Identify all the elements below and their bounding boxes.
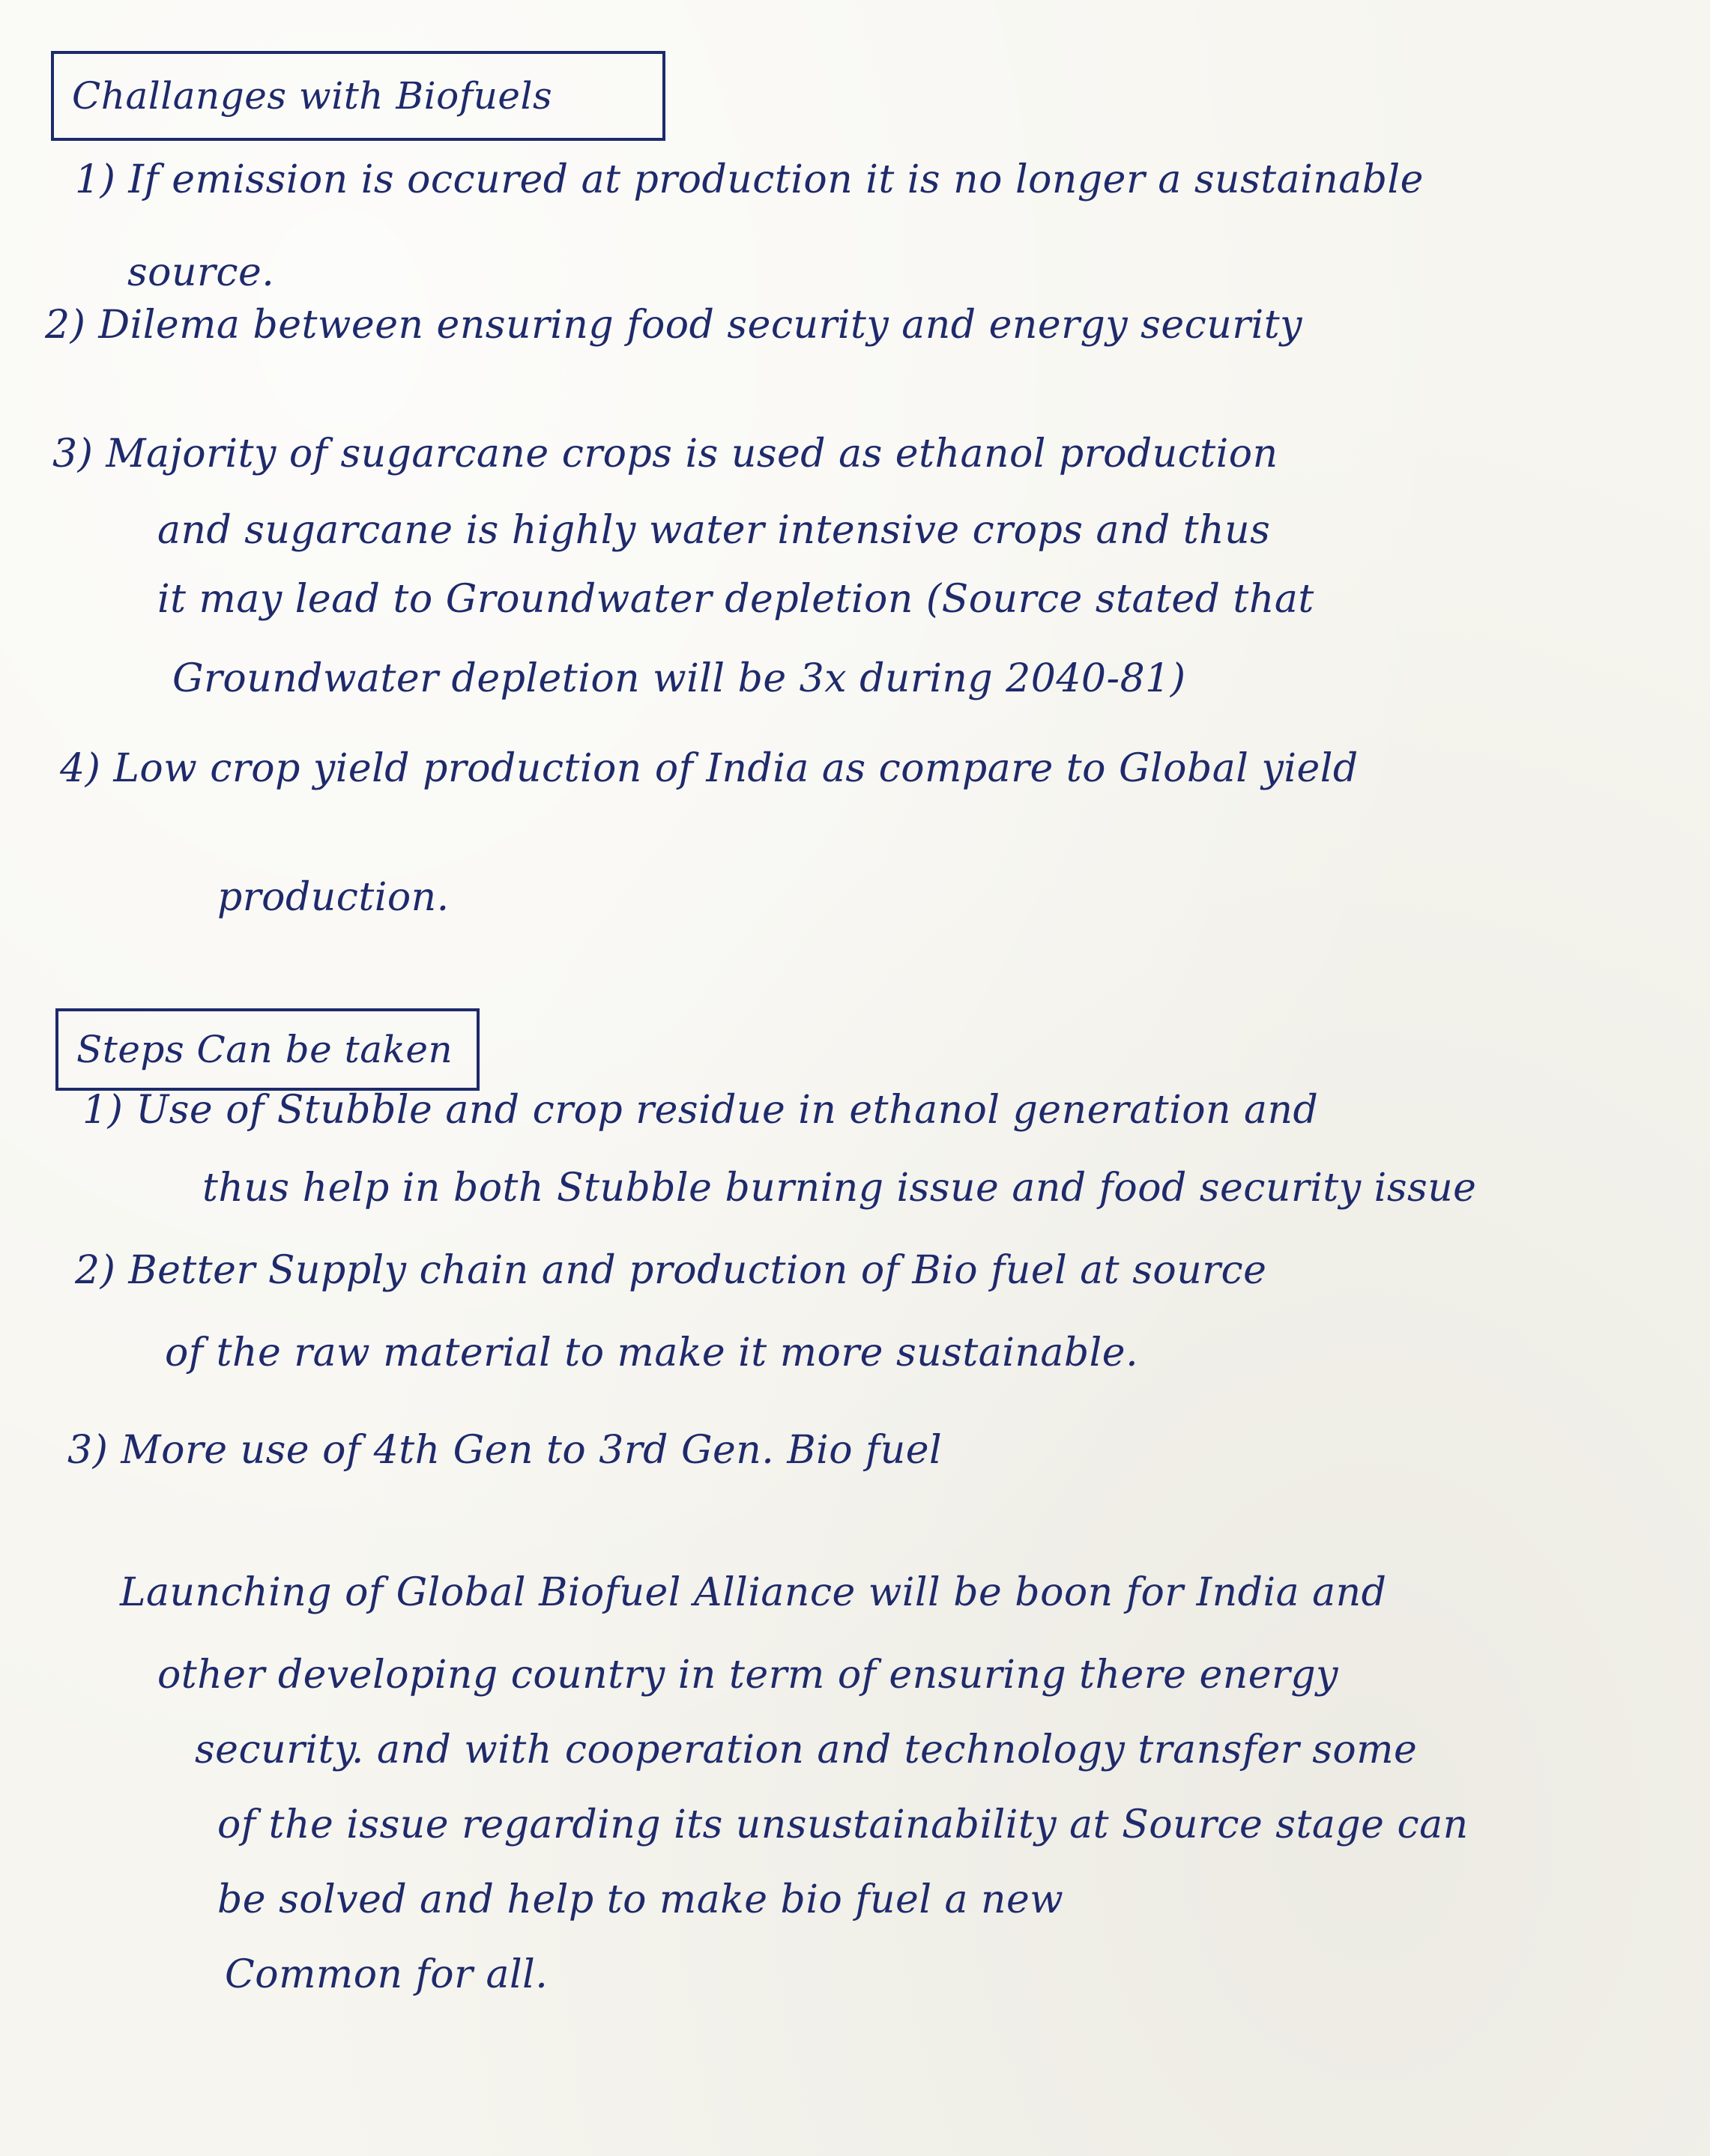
challenge-1-line-2: source. [127, 250, 275, 295]
conclusion-line-4: of the issue regarding its unsustainability at Source stage can [217, 1802, 1469, 1847]
steps-heading-box [55, 1008, 480, 1091]
conclusion-line-5: be solved and help to make bio fuel a new [217, 1877, 1064, 1922]
step-1-line-2: thus help in both Stubble burning issue and food security issue [202, 1166, 1477, 1211]
challenges-heading: Challanges with Biofuels [72, 74, 553, 118]
challenge-2-line: 2) Dilema between ensuring food security and energy security [45, 303, 1303, 348]
challenge-3-line-4: Groundwater depletion will be 3x during 2040-81) [172, 656, 1186, 701]
challenge-3-line-2: and sugarcane is highly water intensive crops and thus [157, 508, 1271, 553]
conclusion-line-3: security. and with cooperation and technology transfer some [195, 1727, 1418, 1772]
steps-heading: Steps Can be taken [76, 1028, 453, 1071]
step-3-line: 3) More use of 4th Gen to 3rd Gen. Bio fuel [67, 1428, 943, 1473]
challenge-4-line-1: 4) Low crop yield production of India as compare to Global yield [60, 746, 1359, 791]
conclusion-line-6: Common for all. [225, 1952, 549, 1997]
challenge-3-line-1: 3) Majority of sugarcane crops is used as ethanol production [52, 431, 1278, 476]
conclusion-line-1: Launching of Global Biofuel Alliance will be boon for India and [120, 1570, 1387, 1615]
challenges-heading-box [51, 51, 665, 141]
step-2-line-1: 2) Better Supply chain and production of Bio fuel at source [75, 1248, 1267, 1293]
challenge-1-line-1: 1) If emission is occured at production it is no longer a sustainable [75, 157, 1424, 202]
step-1-line-1: 1) Use of Stubble and crop residue in ethanol generation and [82, 1088, 1319, 1133]
step-2-line-2: of the raw material to make it more sustainable. [165, 1330, 1139, 1375]
challenge-3-line-3: it may lead to Groundwater depletion (Source stated that [157, 577, 1314, 622]
challenge-4-line-2: production. [217, 875, 450, 920]
conclusion-line-2: other developing country in term of ensuring there energy [157, 1653, 1339, 1698]
